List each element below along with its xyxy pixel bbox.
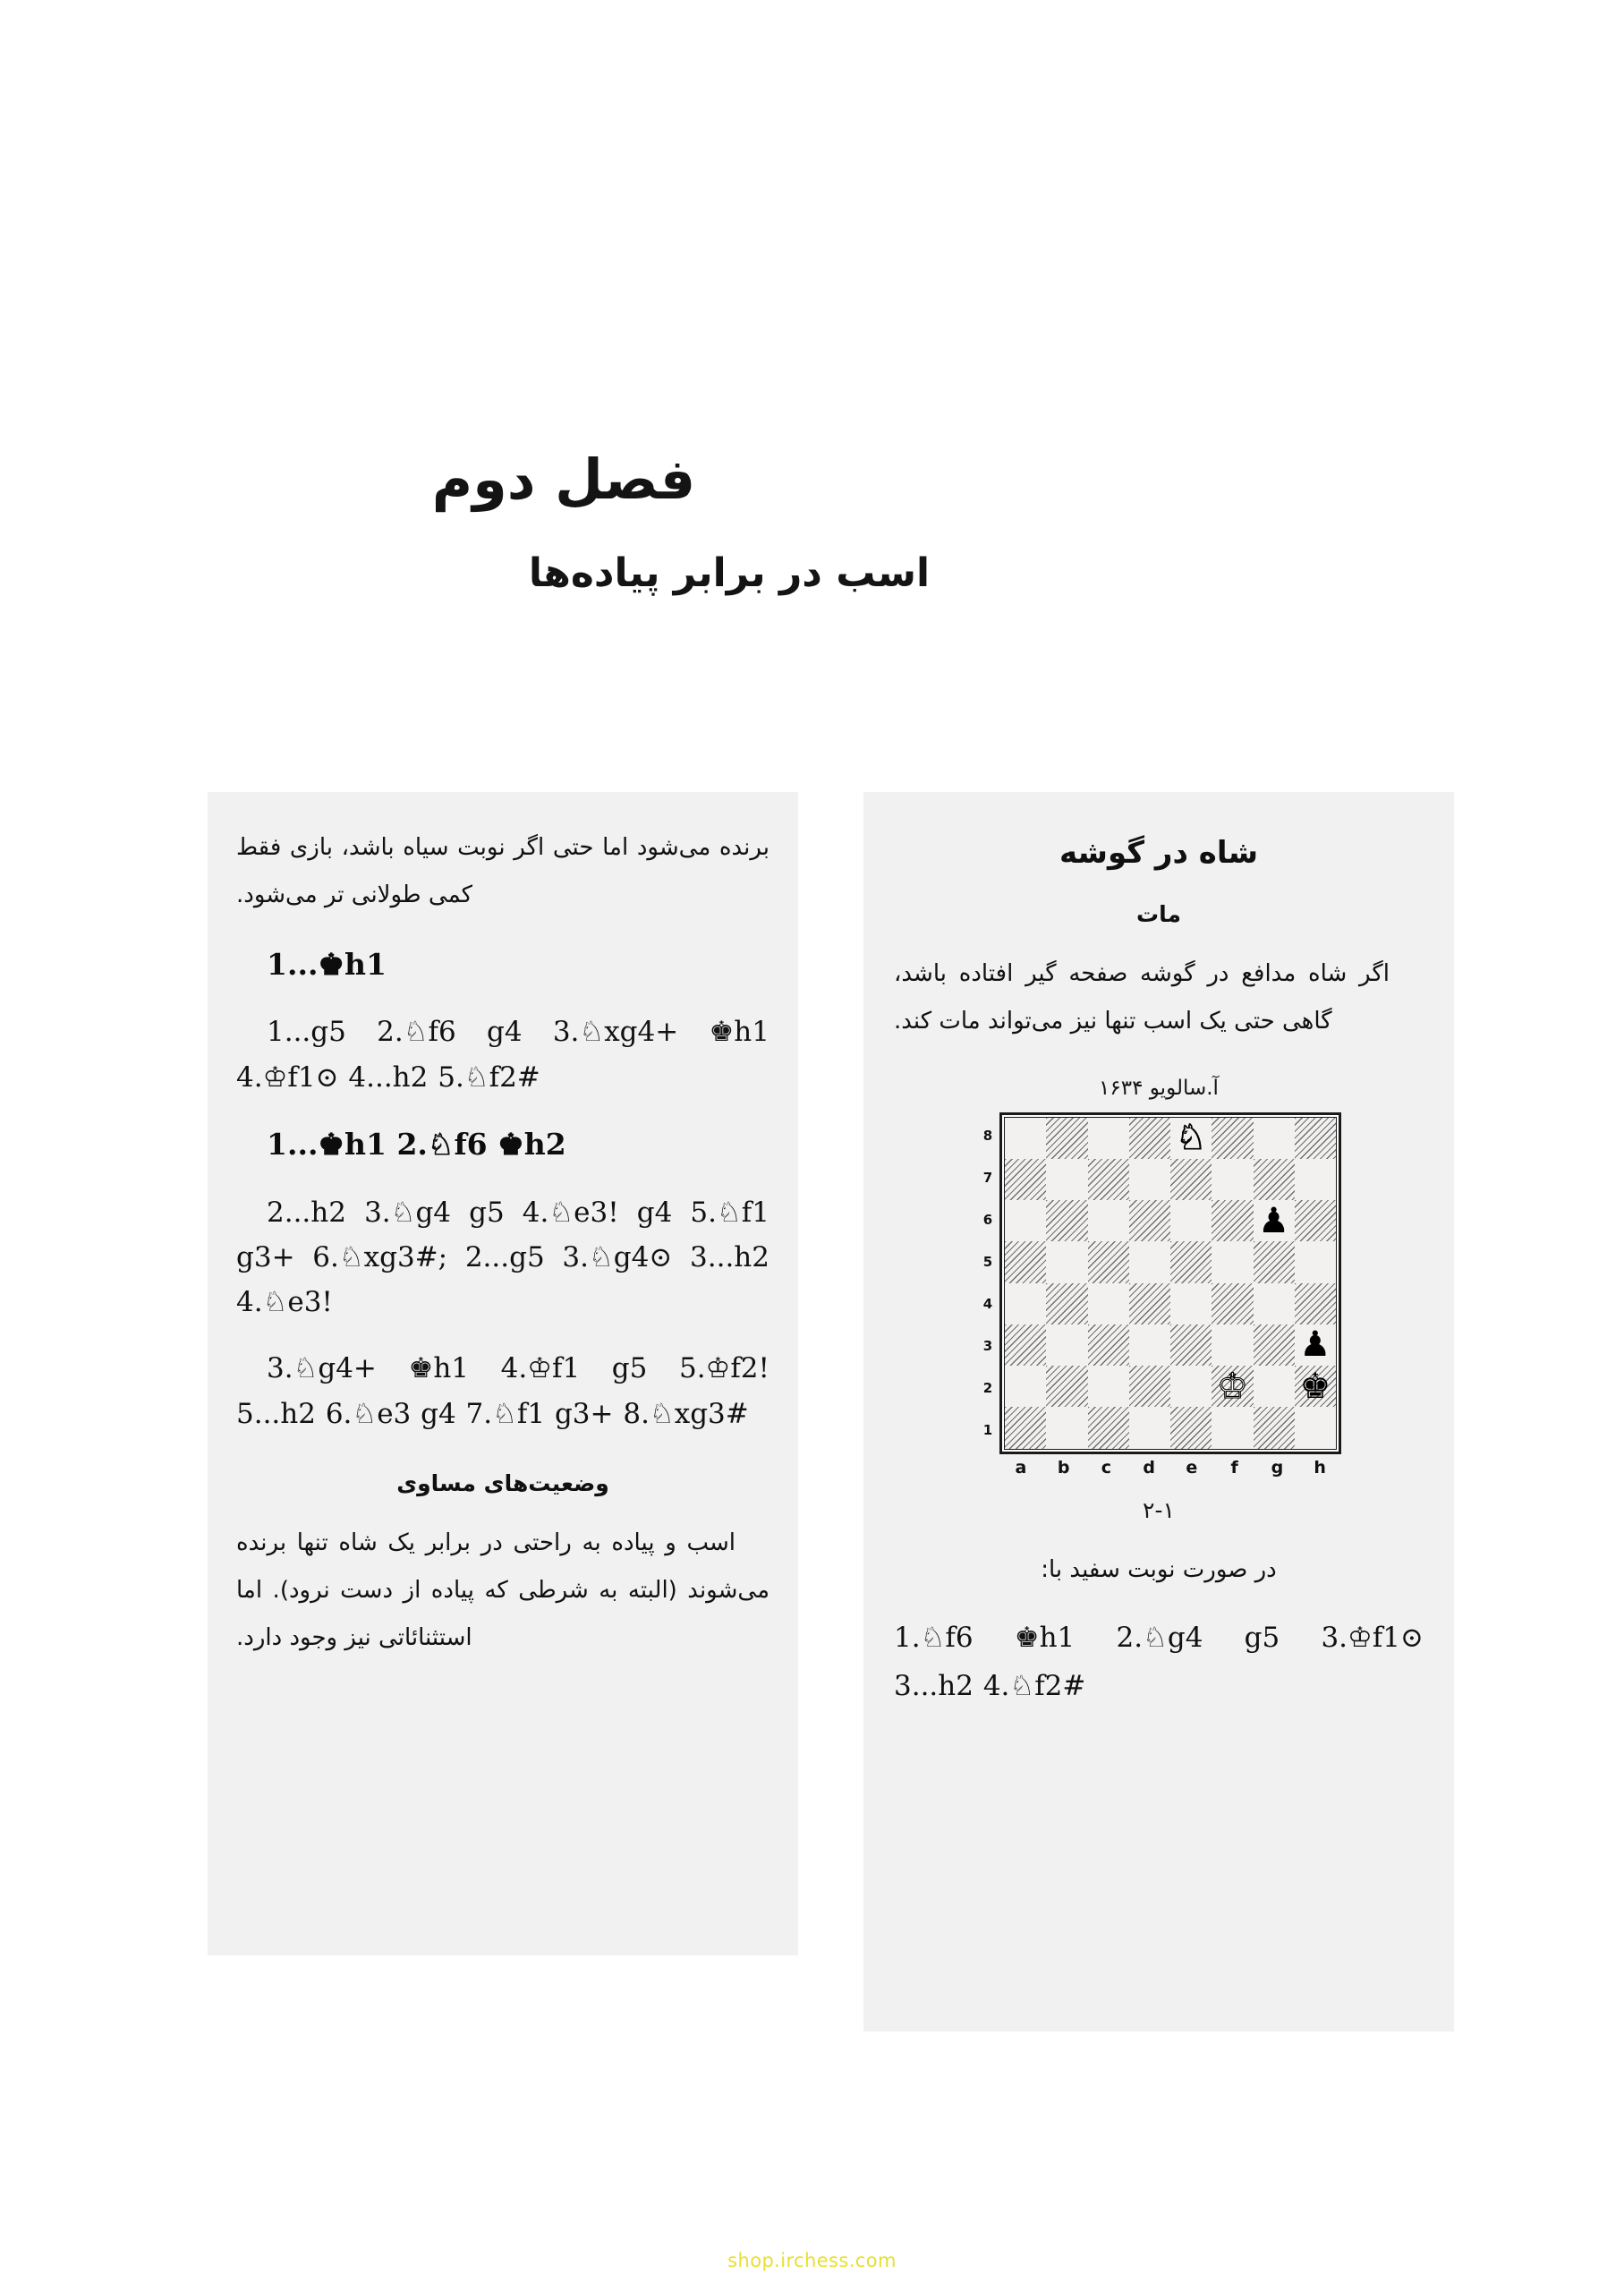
board-square-c5 [1088, 1241, 1129, 1282]
section-heading-king-in-corner: شاه در گوشه [1059, 835, 1259, 871]
board-square-g7 [1254, 1159, 1295, 1200]
board-square-a2 [1005, 1366, 1046, 1407]
left-column [208, 792, 798, 1955]
file-label: d [1143, 1457, 1155, 1478]
diagram-caption: آ.سالویو ۱۶۳۴ [1099, 1076, 1219, 1100]
draw-section-heading: وضعیت‌های مساوی [396, 1469, 609, 1496]
board-square-a1 [1005, 1407, 1046, 1448]
variation-2-header: 1...♚h1 2.♘f6 ♚h2 [267, 1126, 566, 1162]
board-square-c7 [1088, 1159, 1129, 1200]
draw-paragraph: اسب و پیاده به راحتی در برابر یک شاه تنها برنده می‌شوند (البته به شرطی که پیاده از دست نرود). اما استثنائاتی نیز وجود دارد. [236, 1529, 769, 1652]
rank-label: 3 [982, 1337, 993, 1354]
board-square-a7 [1005, 1159, 1046, 1200]
board-square-d2 [1129, 1366, 1170, 1407]
chapter-header [174, 447, 1454, 598]
rank-label: 6 [982, 1211, 993, 1228]
board-square-c6 [1088, 1200, 1129, 1241]
board-square-a3 [1005, 1324, 1046, 1366]
board-square-c2 [1088, 1366, 1129, 1407]
board-square-h1 [1295, 1407, 1336, 1448]
board-square-e2 [1170, 1366, 1212, 1407]
file-label: b [1057, 1457, 1070, 1478]
board-square-b7 [1046, 1159, 1087, 1200]
board-square-f5 [1212, 1241, 1253, 1282]
intro-paragraph: اگر شاه مدافع در گوشه صفحه گیر افتاده باشد، گاهی حتی یک اسب تنها نیز می‌تواند مات کند. [894, 960, 1390, 1035]
board-square-f1 [1212, 1407, 1253, 1448]
board-square-d6 [1129, 1200, 1170, 1241]
board-square-c1 [1088, 1407, 1129, 1448]
rank-labels [976, 1112, 999, 1454]
board-square-e4 [1170, 1283, 1212, 1324]
variation-1-header: 1...♚h1 [267, 946, 387, 982]
rank-label: 1 [982, 1421, 993, 1438]
chessboard [999, 1112, 1341, 1454]
board-square-a4 [1005, 1283, 1046, 1324]
variation-1-body: 1...g5 2.♘f6 g4 3.♘xg4+ ♚h1 4.♔f1⊙ 4...h2 5.♘f2# [236, 1016, 769, 1094]
rank-label: 5 [982, 1253, 993, 1270]
board-square-g1 [1254, 1407, 1295, 1448]
file-label: f [1230, 1457, 1238, 1478]
board-square-c3 [1088, 1324, 1129, 1366]
board-square-g3 [1254, 1324, 1295, 1366]
board-square-g6 [1254, 1200, 1295, 1241]
board-square-b8 [1046, 1118, 1087, 1159]
right-column [863, 792, 1454, 2031]
board-square-e3 [1170, 1324, 1212, 1366]
sub-heading-mate: مات [1136, 901, 1181, 927]
board-square-b5 [1046, 1241, 1087, 1282]
board-square-d4 [1129, 1283, 1170, 1324]
board-square-d8 [1129, 1118, 1170, 1159]
move-line: 3...h2 4.♘f2# [894, 1670, 1086, 1703]
board-square-f4 [1212, 1283, 1253, 1324]
rank-label: 4 [982, 1295, 993, 1312]
board-square-d7 [1129, 1159, 1170, 1200]
board-square-h4 [1295, 1283, 1336, 1324]
board-square-g5 [1254, 1241, 1295, 1282]
board-square-h5 [1295, 1241, 1336, 1282]
white-king-icon: ♔ [1216, 1366, 1248, 1407]
board-square-d1 [1129, 1407, 1170, 1448]
board-square-h3 [1295, 1324, 1336, 1366]
board-square-h7 [1295, 1159, 1336, 1200]
board-square-d5 [1129, 1241, 1170, 1282]
board-square-g8 [1254, 1118, 1295, 1159]
file-label: c [1101, 1457, 1111, 1478]
board-square-a6 [1005, 1200, 1046, 1241]
white-knight-icon: ♘ [1175, 1118, 1207, 1159]
black-pawn-icon: ♟ [1299, 1324, 1331, 1366]
board-square-a8 [1005, 1118, 1046, 1159]
board-square-c8 [1088, 1118, 1129, 1159]
board-square-f8 [1212, 1118, 1253, 1159]
board-square-g4 [1254, 1283, 1295, 1324]
chess-diagram [894, 1112, 1424, 1481]
board-square-e7 [1170, 1159, 1212, 1200]
rank-label: 2 [982, 1379, 993, 1396]
file-label: g [1271, 1457, 1284, 1478]
board-square-f3 [1212, 1324, 1253, 1366]
diagram-number: ۲-۱ [1143, 1496, 1175, 1523]
rank-label: 8 [982, 1127, 993, 1144]
file-label: a [1015, 1457, 1027, 1478]
chessboard-squares [1004, 1117, 1337, 1450]
board-square-a5 [1005, 1241, 1046, 1282]
black-king-icon: ♚ [1299, 1366, 1331, 1407]
board-square-e5 [1170, 1241, 1212, 1282]
variation-2-body: 2...h2 3.♘g4 g5 4.♘e3! g4 5.♘f1 g3+ 6.♘xg3#; 2...g5 3.♘g4⊙ 3...h2 4.♘e3! [236, 1196, 769, 1319]
board-square-b1 [1046, 1407, 1087, 1448]
board-square-h8 [1295, 1118, 1336, 1159]
board-square-e6 [1170, 1200, 1212, 1241]
move-line: 1.♘f6 ♚h1 2.♘g4 g5 3.♔f1⊙ [894, 1621, 1424, 1654]
board-square-e8 [1170, 1118, 1212, 1159]
board-square-c4 [1088, 1283, 1129, 1324]
board-square-h2 [1295, 1366, 1336, 1407]
chapter-title: فصل دوم [431, 447, 696, 512]
board-square-e1 [1170, 1407, 1212, 1448]
board-square-g2 [1254, 1366, 1295, 1407]
board-square-f2 [1212, 1366, 1253, 1407]
board-square-b6 [1046, 1200, 1087, 1241]
board-square-b4 [1046, 1283, 1087, 1324]
board-square-f6 [1212, 1200, 1253, 1241]
chapter-subtitle: اسب در برابر پیاده‌ها [528, 550, 931, 597]
after-diagram-text: در صورت نوبت سفید با: [1041, 1555, 1277, 1583]
body-columns [0, 792, 1624, 2045]
board-square-b2 [1046, 1366, 1087, 1407]
variation-3-body: 3.♘g4+ ♚h1 4.♔f1 g5 5.♔f2! 5...h2 6.♘e3 g4 7.♘f1 g3+ 8.♘xg3# [236, 1352, 769, 1430]
footer-watermark: shop.irchess.com [727, 2250, 897, 2271]
black-pawn-icon: ♟ [1258, 1200, 1290, 1241]
board-square-h6 [1295, 1200, 1336, 1241]
file-label: h [1314, 1457, 1326, 1478]
rank-label: 7 [982, 1169, 993, 1186]
file-labels [999, 1454, 1341, 1481]
board-square-b3 [1046, 1324, 1087, 1366]
file-label: e [1186, 1457, 1198, 1478]
continued-paragraph: برنده می‌شود اما حتی اگر نوبت سیاه باشد، بازی فقط کمی طولانی تر می‌شود. [236, 834, 769, 909]
board-square-f7 [1212, 1159, 1253, 1200]
board-square-d3 [1129, 1324, 1170, 1366]
